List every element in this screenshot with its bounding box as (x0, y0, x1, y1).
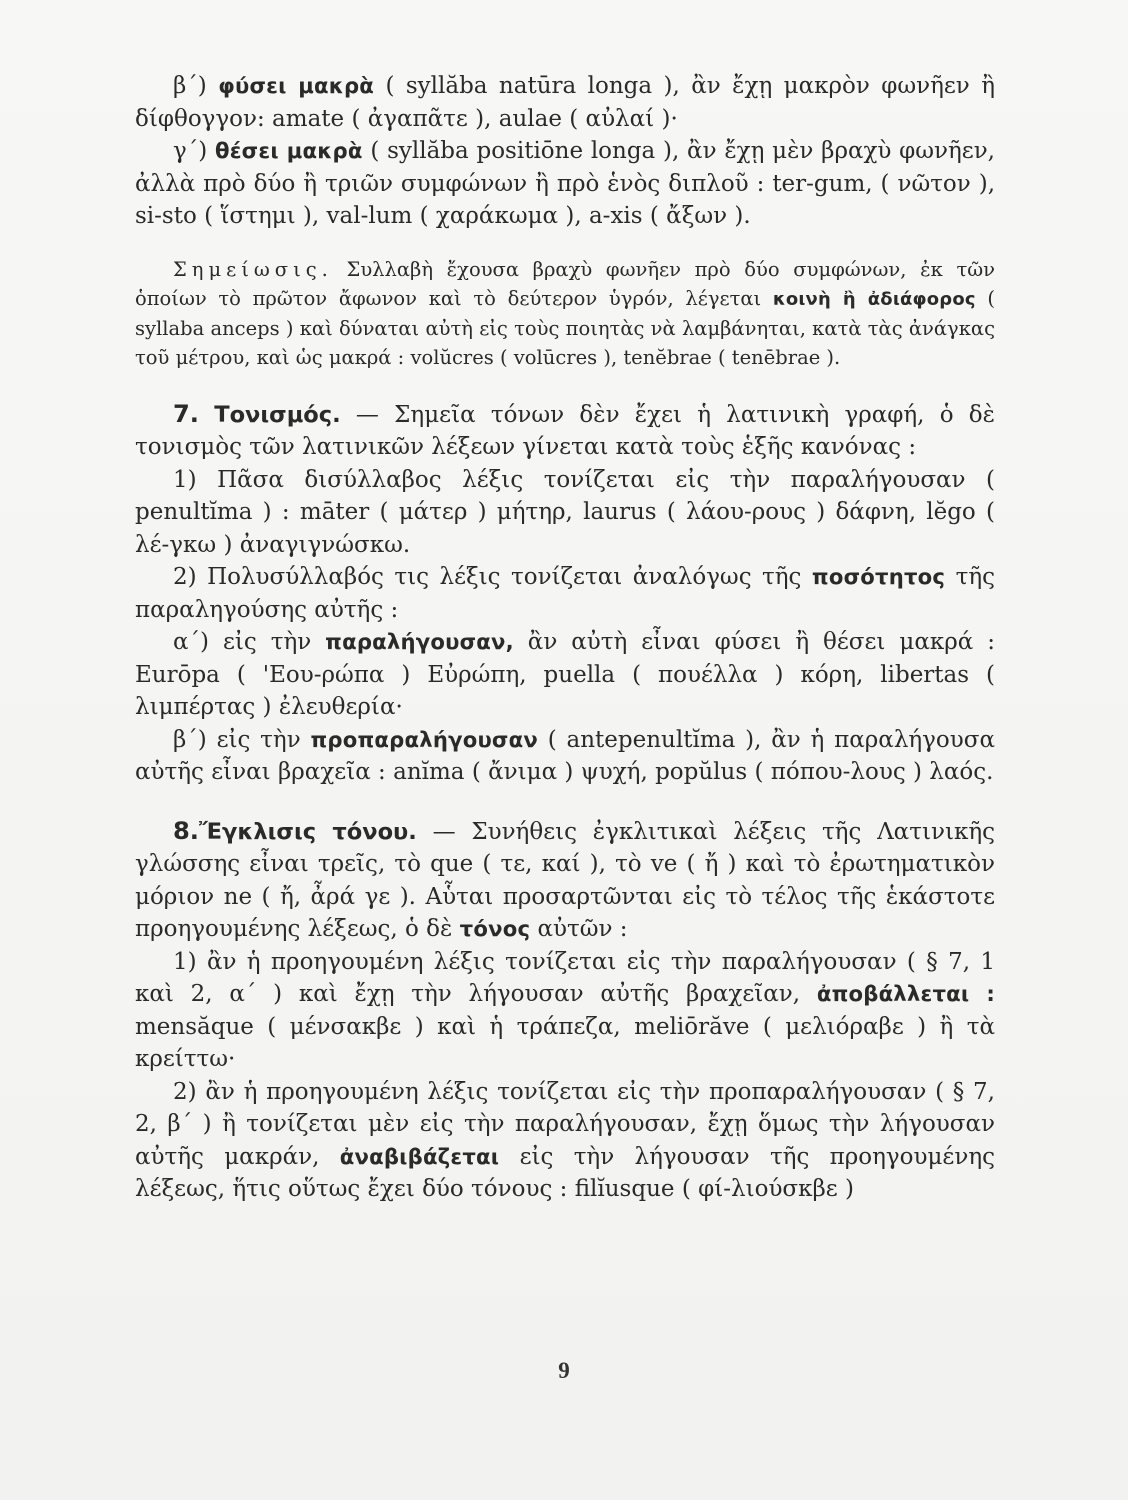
paragraph-text: — Σημεῖα τόνων δὲν ἔχει ἡ λατινικὴ γραφή, ὁ δὲ τονισμὸς τῶν λατινικῶν λέξεων γίνεται κατὰ τοὺς ἑξῆς κανόνας : (135, 401, 995, 460)
paragraph-text: τῆς παραληγούσης αὐτῆς : (135, 564, 995, 623)
section-number: 7. (173, 399, 199, 428)
paragraph-text: αὐτῶν : (530, 916, 628, 942)
bold-term: προπαραλήγουσαν (310, 726, 538, 752)
rule-2-alpha (135, 626, 995, 724)
paragraph-text: mensăque ( μένσακβε ) καὶ ἡ τράπεζα, meliōrăve ( μελιόραβε ) ἢ τὰ κρείττω· (135, 1013, 995, 1072)
bold-term: ἀναβιβάζεται (339, 1143, 500, 1169)
rule-1 (135, 464, 995, 562)
item-label: β΄) (173, 73, 219, 99)
paragraph-text: — Συνήθεις ἐγκλιτικαὶ λέξεις τῆς Λατινικῆς γλώσσης εἶναι τρεῖς, τὸ que ( τε, καί ), τὸ ve ( ἤ ) καὶ τὸ ἐρωτηματικὸν μόριον ne ( ἤ, ἆρά γε ). Αὗται προσαρτῶνται εἰς τὸ τέλος τῆς ἑκάστοτε προηγουμένης λέξεως, ὁ δὲ (135, 818, 995, 942)
page-number: 9 (558, 1358, 570, 1383)
bold-term: ποσότητος (811, 564, 946, 589)
paragraph-text: 1) Πᾶσα δισύλλαβος λέξις τονίζεται εἰς τὴν παραλήγουσαν ( penultĭma ) : māter ( μάτερ ) μήτηρ, laurus ( λάου-ρους ) δάφνη, lĕgo ( λέ-γκω ) ἀναγιγνώσκω. (135, 466, 995, 558)
item-label: γ΄) (173, 138, 215, 164)
bold-term: κοινὴ ἢ ἀδιάφορος (772, 288, 976, 310)
bold-term: τόνος (459, 916, 531, 941)
paragraph-text: ( syllăba natūra longa ), ἂν ἔχῃ μακρὸν φωνῆεν ἢ δίφθογγον: amate ( ἀγαπᾶτε ), aulae ( αὐλαί )· (135, 73, 995, 132)
section-title: Τονισμός. (214, 401, 341, 428)
paragraph-text: εἰς τὴν λήγουσαν τῆς προηγουμένης λέξεως, ἥτις οὕτως ἔχει δύο τόνους : filĭusque ( φί-λιούσκβε ) (135, 1143, 995, 1202)
section-8-intro (135, 815, 995, 946)
paragraph-text: β΄) εἰς τὴν (173, 726, 311, 753)
paragraph-text: ἂν αὐτὴ εἶναι φύσει ἢ θέσει μακρά : Eurōpa ( 'Εου-ρώπα ) Εὐρώπη, puella ( πουέλλα ) κόρη, libertas ( λιμπέρτας ) ἐλευθερία· (135, 629, 995, 720)
paragraph-text: α΄) εἰς τὴν (173, 629, 326, 655)
paragraph-text: ( syllăba positiōne longa ), ἂν ἔχῃ μὲν βραχὺ φωνῆεν, ἀλλὰ πρὸ δύο ἢ τριῶν συμφώνων ἢ πρὸ ἑνὸς διπλοῦ : ter-gum, ( νῶτον ), si-sto ( ἵστημι ), val-lum ( χαράκωμα ), a-xis ( ἄξων ). (135, 138, 995, 229)
rule-2 (135, 561, 995, 626)
bold-term: θέσει μακρὰ (214, 138, 363, 163)
rule-2-beta (135, 724, 995, 789)
enclisis-rule-2 (135, 1076, 995, 1206)
note-text: ( syllaba anceps ) καὶ δύναται αὐτὴ εἰς τοὺς ποιητὰς νὰ λαμβάνηται, κατὰ τὰς ἀνάγκας τοῦ μέτρου, καὶ ὡς μακρά : volŭcres ( volūcres ), tenĕbrae ( tenēbrae ). (135, 286, 995, 369)
body-text (135, 70, 995, 1206)
paragraph-text: 1) ἂν ἡ προηγουμένη λέξις τονίζεται εἰς τὴν παραλήγουσαν ( § 7, 1 καὶ 2, α΄ ) καὶ ἔχῃ τὴν λήγουσαν αὐτῆς βραχεῖαν, (135, 948, 995, 1007)
bold-term: φύσει μακρὰ (218, 73, 375, 98)
bold-term: παραλήγουσαν, (325, 629, 514, 654)
note-paragraph (135, 255, 995, 372)
paragraph-beta-natura (135, 70, 995, 135)
section-7-intro (135, 398, 995, 464)
paragraph-text: 2) ἂν ἡ προηγουμένη λέξις τονίζεται εἰς τὴν προπαραλήγουσαν ( § 7, 2, β΄ ) ἢ τονίζεται μὲν εἰς τὴν παραλήγουσαν, ἔχῃ ὅμως τὴν λήγουσαν αὐτῆς μακράν, (135, 1078, 995, 1170)
bold-term: ἀποβάλλεται : (816, 981, 995, 1006)
paragraph-text: 2) Πολυσύλλαβός τις λέξις τονίζεται ἀναλόγως τῆς (173, 564, 812, 590)
note-text: Συλλαβὴ ἔχουσα βραχὺ φωνῆεν πρὸ δύο συμφώνων, ἐκ τῶν ὁποίων τὸ πρῶτον ἄφωνον καὶ τὸ δεύτερον ὑγρόν, λέγεται (135, 257, 995, 310)
paragraph-gamma-positione (135, 135, 995, 233)
paragraph-text: ( antepenultĭma ), ἂν ἡ παραλήγουσα αὐτῆς εἶναι βραχεῖα : anĭma ( ἄνιμα ) ψυχή, popŭlus ( πόπου-λους ) λαός. (135, 726, 995, 785)
section-number: 8. (173, 816, 199, 845)
note-label: Σημείωσις. (173, 257, 333, 281)
section-title: Ἔγκλισις τόνου. (198, 818, 417, 845)
enclisis-rule-1 (135, 946, 995, 1076)
